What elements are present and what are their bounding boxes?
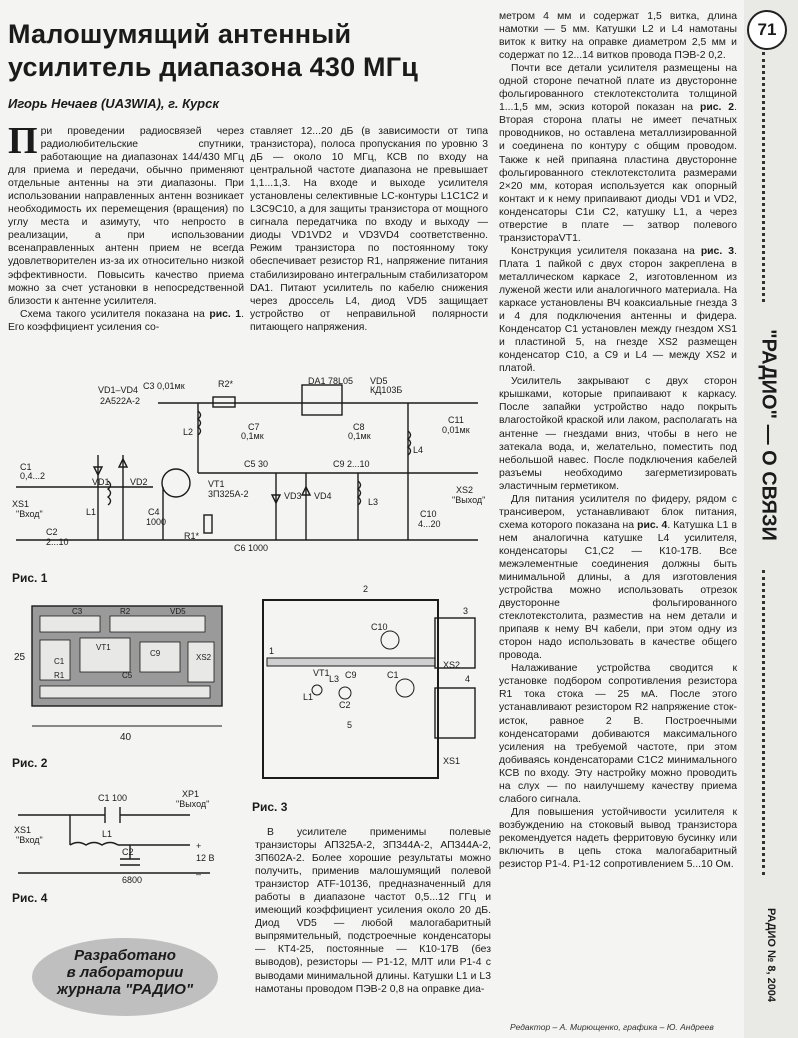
article-title xyxy=(8,18,488,84)
svg-text:XS1: XS1 xyxy=(443,756,461,766)
paragraph: Налаживание устройства сводится к установке подбором сопротивления резистора R1 тока стока — 25 мА. После этого устанавливают резистором R2 напряжение сток-исток, равное 2 В. Построечными конденсаторами добиваются максимального усиления на требуемой частоте, при этом добиваясь конденсаторами С1С2 минимального КСВ по входу. Эту настройку можно проводить на слух — по наилучшему качеству приема слабого сигнала. xyxy=(499,663,737,805)
svg-text:С9: С9 xyxy=(345,670,357,680)
svg-text:VD5: VD5 xyxy=(370,376,388,386)
text-run: Схема такого усилителя показана на xyxy=(20,308,210,320)
svg-text:С10: С10 xyxy=(420,509,437,519)
svg-text:С3 0,01мк: С3 0,01мк xyxy=(143,381,185,391)
page-number: 71 xyxy=(747,10,787,50)
section-title-text: "РАДИО" — О СВЯЗИ xyxy=(757,329,780,541)
svg-text:2: 2 xyxy=(363,584,369,594)
text-run: Конструкция усилителя показана на xyxy=(511,245,701,257)
svg-text:VD2: VD2 xyxy=(130,477,148,487)
svg-text:XS1: XS1 xyxy=(14,825,32,835)
figure-3-caption: Рис. 3 xyxy=(252,800,288,814)
svg-text:0,01мк: 0,01мк xyxy=(442,425,470,435)
figure-ref: рис. 1 xyxy=(209,308,242,320)
svg-text:"Вход": "Вход" xyxy=(16,835,43,845)
paragraph xyxy=(499,245,737,375)
editor-credit: Редактор – А. Мирющенко, графика – Ю. Андреев xyxy=(510,1022,714,1032)
svg-text:"Выход": "Выход" xyxy=(176,799,210,809)
text-run: . Его коэффициент усиления со- xyxy=(8,308,244,333)
svg-text:L1: L1 xyxy=(86,507,97,517)
svg-text:С9: С9 xyxy=(150,649,161,658)
title-line-1: Малошумящий антенный xyxy=(8,19,352,49)
svg-text:XS2: XS2 xyxy=(456,485,474,495)
dotted-rule-top xyxy=(762,52,771,302)
paragraph xyxy=(499,493,737,663)
svg-text:4...20: 4...20 xyxy=(418,519,441,529)
svg-text:L4: L4 xyxy=(413,445,424,455)
badge-line: журнала "РАДИО" xyxy=(56,981,194,998)
svg-text:VT1: VT1 xyxy=(313,668,330,678)
svg-text:КД103Б: КД103Б xyxy=(370,385,403,395)
svg-text:L3: L3 xyxy=(368,497,379,507)
svg-text:3: 3 xyxy=(463,606,469,616)
svg-text:2...10: 2...10 xyxy=(46,537,69,547)
svg-text:С11: С11 xyxy=(448,415,464,425)
svg-text:"Выход": "Выход" xyxy=(452,495,486,505)
section-title xyxy=(738,305,798,565)
author-line: Игорь Нечаев (UA3WIA), г. Курск xyxy=(8,96,219,111)
svg-text:С6 1000: С6 1000 xyxy=(234,543,269,553)
title-line-2: усилитель диапазона 430 МГц xyxy=(8,52,419,82)
text-column-2 xyxy=(250,125,488,334)
text-run: Для питания усилителя по фидеру, рядом с трансивером, устанавливают блок питания, схема которого показана на xyxy=(499,493,737,531)
paragraph: метром 4 мм и содержат 1,5 витка, длина намотки — 5 мм. Катушки L2 и L4 намотаны виток к витку на оправке диаметром 2,5 мм и содержат по 12...14 витков провода ПЭВ-2 0,2. xyxy=(499,11,737,62)
svg-text:4: 4 xyxy=(465,674,471,684)
lab-badge xyxy=(32,938,218,1016)
svg-text:6800: 6800 xyxy=(122,875,143,885)
svg-text:С4: С4 xyxy=(148,507,160,517)
svg-text:L2: L2 xyxy=(183,427,194,437)
figure-ref: рис. 3 xyxy=(700,245,735,257)
svg-text:L3: L3 xyxy=(329,674,340,684)
text-column-2-bottom xyxy=(255,826,491,996)
badge-line: в лаборатории xyxy=(66,964,184,981)
svg-text:С5: С5 xyxy=(122,671,133,680)
svg-text:R1: R1 xyxy=(54,671,65,680)
issue-label-text: РАДИО № 8, 2004 xyxy=(765,907,777,1003)
figure-4-power-supply xyxy=(10,785,240,890)
svg-text:5: 5 xyxy=(347,720,353,730)
text-run: . Вторая сторона платы не имеет печатных проводников, но оставлена металлизированной и соединена по контуру с общим проводом. Также к ней припаяна пластина двусторонне фольгированного стеклотекстолита размерами 2×20 мм, которая используется как опорный контакт и к нему припаивают диоды VD1 и VD2, конденсаторы С1и С2, катушку L1, а через отверстие в плате — затвор полевого транзистораVT1. xyxy=(499,102,737,244)
figure-3-construction xyxy=(255,578,483,788)
svg-text:С9 2...10: С9 2...10 xyxy=(333,459,370,469)
badge-line: Разработано xyxy=(74,947,176,964)
svg-text:VD3: VD3 xyxy=(284,491,302,501)
svg-text:12 В: 12 В xyxy=(196,853,215,863)
svg-text:VT1: VT1 xyxy=(208,479,225,489)
figure-ref: рис. 2 xyxy=(699,102,735,114)
intro-text: ри проведении радиосвязей через радиолюбительские спутники, работающие на диапазонах 144/430 МГц для приема и передачи, обычно применяют отдельные антенны на эти диапазоны. При использовании направленных антенн возникает необходимость их перемещения (вращения) по углу места и азимуту, что непросто в реализации, а при использовании всенаправленных антенн прием не всегда удовлетворителен из-за их относительно низкой эффективности. Повысить качество приема можно за счет установки в непосредственной близости к антенне усилителя. xyxy=(8,126,244,307)
dimension-height: 25 xyxy=(14,652,26,663)
dotted-rule-bottom xyxy=(762,570,771,875)
text-run: . Плата 1 пайкой с двух сторон закреплена в металлическом каркасе 2, изготовленном из луженой жести или аналогичного материала. На каркасе установлены ВЧ коаксиальные гнезда 3 и 4 для подключения антенны и фидера. Конденсатор С1 установлен между гнездом XS1 и пластиной 5, на гнезде XS2 размещен конденсатор С10, а С9 и L4 — между XS2 и платой. xyxy=(499,245,737,375)
svg-text:VD5: VD5 xyxy=(170,607,186,616)
svg-text:XS2: XS2 xyxy=(196,653,212,662)
svg-text:R2: R2 xyxy=(120,607,131,616)
svg-text:С2: С2 xyxy=(122,847,134,857)
svg-text:1: 1 xyxy=(269,646,275,656)
svg-text:С2: С2 xyxy=(339,700,351,710)
svg-text:С7: С7 xyxy=(248,422,260,432)
svg-text:0,1мк: 0,1мк xyxy=(348,431,371,441)
svg-text:XS2: XS2 xyxy=(443,660,461,670)
paragraph: Для повышения устойчивости усилителя к возбуждению на стоковый вывод транзистора рекомендуется надеть ферритовую бусинку или включить в цепь стока малогабаритный резистор Р1-4. Р1-12 сопротивлением 5...10 Ом. xyxy=(499,806,737,871)
text-run: Почти все детали усилителя размещены на одной стороне печатной плате из двусторонне фольгированного стеклотекстолита толщиной 1...1,5 мм, эскиз которой показан на xyxy=(499,63,737,114)
svg-text:0,1мк: 0,1мк xyxy=(241,431,264,441)
paragraph xyxy=(8,308,244,334)
svg-text:L1: L1 xyxy=(102,829,113,839)
svg-text:DA1 78L05: DA1 78L05 xyxy=(308,376,354,386)
intro-paragraph xyxy=(8,120,244,308)
figure-2-caption: Рис. 2 xyxy=(12,756,48,770)
svg-text:VD1–VD4: VD1–VD4 xyxy=(98,385,139,395)
dimension-width: 40 xyxy=(120,732,132,743)
figure-4-caption: Рис. 4 xyxy=(12,891,48,905)
svg-text:1000: 1000 xyxy=(146,517,167,527)
svg-text:–: – xyxy=(196,869,202,879)
svg-text:R2*: R2* xyxy=(218,379,234,389)
svg-text:3П325А-2: 3П325А-2 xyxy=(208,489,249,499)
text-run: . Катушка L1 в нем аналогична катушке L4 усилителя, конденсаторы С1,С2 — К10-17В. Все межэлементные соединения должны быть минимальной длины, а для изготовления устройства можно использовать отрезок двусторонне фольгированного стеклотекстолита, разместив на нем детали и припаяв к нему ВЧ кабели, при этом одну из сторон надо использовать в качестве общего провода. xyxy=(499,519,737,662)
svg-text:XP1: XP1 xyxy=(182,789,200,799)
svg-text:R1*: R1* xyxy=(184,531,200,541)
drop-cap: П xyxy=(8,120,38,162)
svg-text:+: + xyxy=(196,841,202,851)
figure-2-pcb xyxy=(10,598,240,748)
paragraph: В усилителе применимы полевые транзисторы АП325А-2, 3П344А-2, АП344А-2, 3П602А-2. Более хорошие результаты можно получить, применив малошумящий полевой транзистор ATF-10136, предназначенный для работы в диапазоне частот 0,5...12 ГГц и имеющий коэффициент усиления около 20 дБ. Диод VD5 — любой малогабаритный выпрямительный, подстроечные конденсаторы — КТ4-25, постоянные — К10-17В (без выводов), резисторы — Р1-12, МЛТ или Р1-4 с выводами минимальной длины. Катушки L1 и L3 намотаны проводом ПЭВ-2 0,8 на оправке диа- xyxy=(255,827,491,995)
svg-text:С10: С10 xyxy=(371,622,388,632)
paragraph: Усилитель закрывают с двух сторон крышками, которые припаивают к каркасу. После запайки устройство надо покрыть влагостойкой краской или лаком, располагать на антенне — гнездами вниз, чтобы в него не затекала вода, и, желательно, поместить под небольшой навес. После подключения кабелей разъемы необходимо загерметизировать эластичным герметиком. xyxy=(499,376,737,492)
svg-text:XS1: XS1 xyxy=(12,499,30,509)
text-column-1 xyxy=(8,120,244,334)
svg-text:0,4...2: 0,4...2 xyxy=(20,471,46,481)
svg-text:2А522А-2: 2А522А-2 xyxy=(100,396,141,406)
paragraph xyxy=(499,62,737,245)
figure-ref: рис. 4 xyxy=(637,519,668,531)
svg-text:"Вход": "Вход" xyxy=(16,509,43,519)
svg-text:VD4: VD4 xyxy=(314,491,332,501)
figure-1-schematic xyxy=(8,375,492,560)
svg-text:L1: L1 xyxy=(303,692,314,702)
svg-text:С8: С8 xyxy=(353,422,365,432)
figure-1-caption: Рис. 1 xyxy=(12,571,48,585)
svg-text:С1: С1 xyxy=(54,657,65,666)
svg-text:VD1: VD1 xyxy=(92,477,110,487)
text-column-3 xyxy=(499,10,737,871)
svg-text:С3: С3 xyxy=(72,607,83,616)
svg-text:С2: С2 xyxy=(46,527,58,537)
svg-text:С1 100: С1 100 xyxy=(98,793,128,803)
svg-text:С1: С1 xyxy=(20,462,32,472)
paragraph: ставляет 12...20 дБ (в зависимости от типа транзистора), полоса пропускания по уровню 3 дБ — около 10 МГц, КСВ по входу на центральной частоте диапазона не превышает 1,1...1,3. На входе и выходе усилителя установлены селективные LC-контуры L1C1C2 и L3C9C10, а для защиты транзистора от мощного сигнала передатчика по входу и выходу — диоды VD1VD2 и VD3VD4 соответственно. Режим транзистора по постоянному току обеспечивает резистор R1, напряжение питания стабилизировано интегральным стабилизатором DA1. Питают усилитель по кабелю снижения через дроссель L4, диод VD5 защищает устройство от неправильной полярности питающего напряжения. xyxy=(250,126,488,333)
svg-text:С5 30: С5 30 xyxy=(244,459,269,469)
svg-text:С1: С1 xyxy=(387,670,399,680)
svg-text:VT1: VT1 xyxy=(96,643,111,652)
issue-label xyxy=(746,880,796,1030)
